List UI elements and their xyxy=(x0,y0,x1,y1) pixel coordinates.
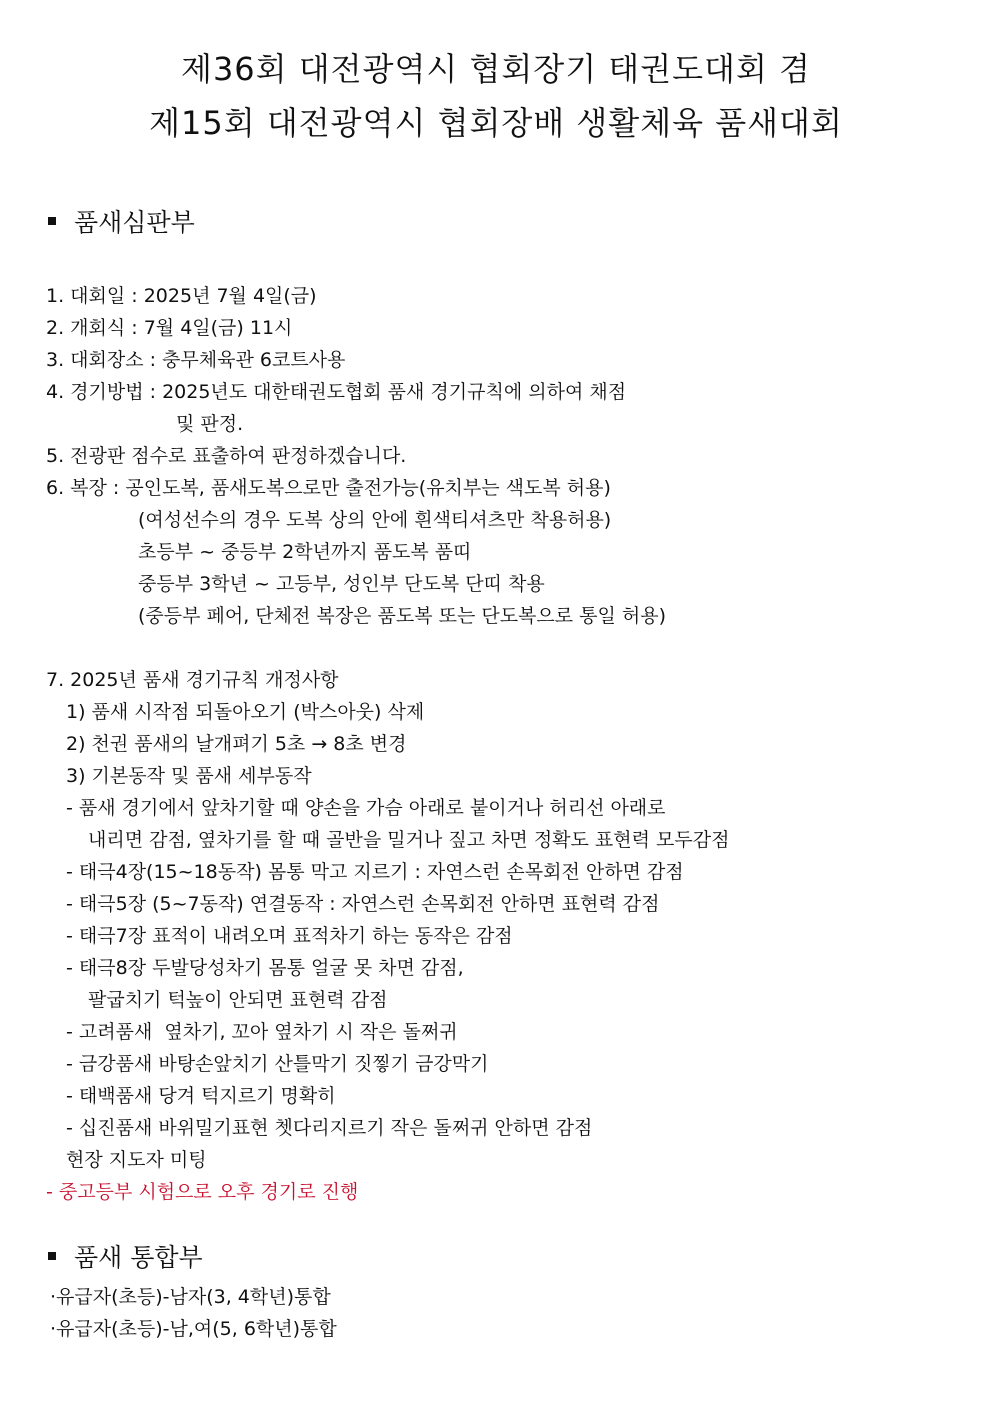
rule-line: 현장 지도자 미팅 xyxy=(66,1149,207,1171)
info-date: 1. 대회일 : 2025년 7월 4일(금) xyxy=(46,285,317,307)
info-uniform-elementary: 초등부 ~ 중등부 2학년까지 품도복 품띠 xyxy=(138,541,472,563)
combined-item: ·유급자(초등)-남자(3, 4학년)통합 xyxy=(50,1286,331,1308)
rule-line: 내리면 감점, 옆차기를 할 때 골반을 밀거나 짚고 차면 정확도 표현력 모두감점 xyxy=(88,829,730,851)
info-uniform-pair: (중등부 페어, 단체전 복장은 품도복 또는 단도복으로 통일 허용) xyxy=(138,605,667,627)
red-note: - 중고등부 시험으로 오후 경기로 진행 xyxy=(46,1181,359,1203)
rule-line: - 십진품새 바위밀기표현 쳇다리지르기 작은 돌쩌귀 안하면 감점 xyxy=(66,1117,593,1139)
info-uniform: 6. 복장 : 공인도복, 품새도복으로만 출전가능(유치부는 색도복 허용) xyxy=(46,477,611,499)
rule-line: - 태백품새 당겨 턱지르기 명확히 xyxy=(66,1085,336,1107)
title-line-1: 제36회 대전광역시 협회장기 태권도대회 겸 xyxy=(181,50,811,88)
info-uniform-middle-high: 중등부 3학년 ~ 고등부, 성인부 단도복 단띠 착용 xyxy=(138,573,545,595)
rule-line: 3) 기본동작 및 품새 세부동작 xyxy=(66,765,312,787)
rule-line: - 태극7장 표적이 내려오며 표적차기 하는 동작은 감점 xyxy=(66,925,513,947)
info-method: 4. 경기방법 : 2025년도 대한태권도협회 품새 경기규칙에 의하여 채점 xyxy=(46,381,627,403)
square-bullet-icon xyxy=(48,217,56,225)
rule-line: - 품새 경기에서 앞차기할 때 양손을 가슴 아래로 붙이거나 허리선 아래로 xyxy=(66,797,666,819)
rule-line: 팔굽치기 턱높이 안되면 표현력 감점 xyxy=(88,989,388,1011)
square-bullet-icon xyxy=(48,1252,56,1260)
rule-line: 1) 품새 시작점 되돌아오기 (박스아웃) 삭제 xyxy=(66,701,425,723)
combined-item: ·유급자(초등)-남,여(5, 6학년)통합 xyxy=(50,1318,337,1340)
info-opening: 2. 개회식 : 7월 4일(금) 11시 xyxy=(46,317,293,339)
rule-line: 2) 천권 품새의 날개펴기 5초 → 8초 변경 xyxy=(66,733,407,755)
info-scoreboard: 5. 전광판 점수로 표출하여 판정하겠습니다. xyxy=(46,445,407,467)
rules-heading: 7. 2025년 품새 경기규칙 개정사항 xyxy=(46,669,339,691)
rule-line: - 태극4장(15~18동작) 몸통 막고 지르기 : 자연스런 손목회전 안하면 감점 xyxy=(66,861,684,883)
rule-line: - 금강품새 바탕손앞치기 산틀막기 짓찧기 금강막기 xyxy=(66,1053,489,1075)
rule-line: - 태극8장 두발당성차기 몸통 얼굴 못 차면 감점, xyxy=(66,957,464,979)
title-line-2: 제15회 대전광역시 협회장배 생활체육 품새대회 xyxy=(149,104,843,142)
rule-line: - 태극5장 (5~7동작) 연결동작 : 자연스런 손목회전 안하면 표현력 감점 xyxy=(66,893,660,915)
info-method-cont: 및 판정. xyxy=(176,413,244,435)
info-uniform-women: (여성선수의 경우 도복 상의 안에 흰색티셔츠만 착용허용) xyxy=(138,509,612,531)
rule-line: - 고려품새 옆차기, 꼬아 옆차기 시 작은 돌쩌귀 xyxy=(66,1021,458,1043)
section-heading-judges: 품새심판부 xyxy=(48,203,195,239)
info-venue: 3. 대회장소 : 충무체육관 6코트사용 xyxy=(46,349,346,371)
section-heading-combined: 품새 통합부 xyxy=(48,1238,203,1274)
